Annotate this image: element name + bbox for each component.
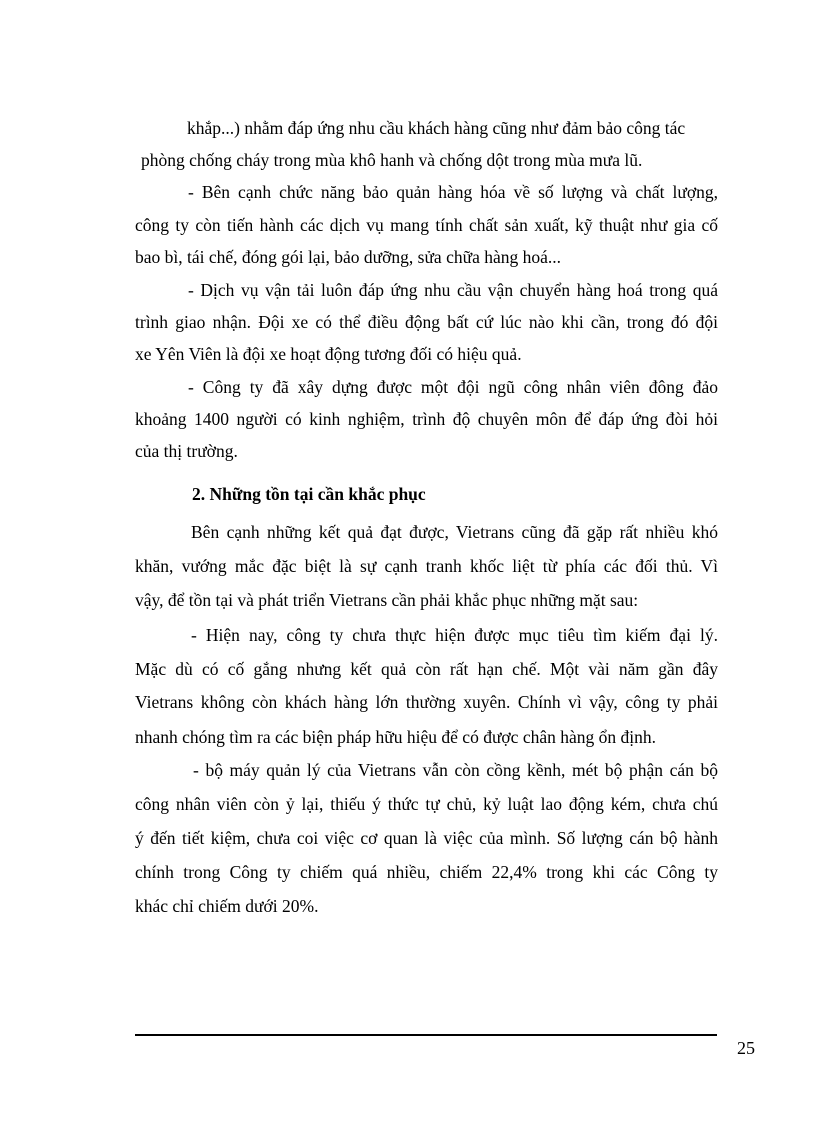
body-line: Mặc dù có cố gắng nhưng kết quả còn rất hạn chế. Một vài năm gần đây [135,659,718,679]
body-line: xe Yên Viên là đội xe hoạt động tương đối có hiệu quả. [135,344,522,364]
body-line: - Dịch vụ vận tải luôn đáp ứng nhu cầu vận chuyển hàng hoá trong quá [188,280,718,300]
body-line: Vietrans không còn khách hàng lớn thường xuyên. Chính vì vậy, công ty phải [135,692,718,712]
body-line: chính trong Công ty chiếm quá nhiều, chiếm 22,4% trong khi các Công ty [135,862,718,882]
body-line: công ty còn tiến hành các dịch vụ mang tính chất sản xuất, kỹ thuật như gia cố [135,215,718,235]
section-heading: 2. Những tồn tại cần khắc phục [192,484,426,504]
body-line: khác chỉ chiếm dưới 20%. [135,896,319,916]
footer-rule [135,1034,717,1036]
body-line: - Hiện nay, công ty chưa thực hiện được mục tiêu tìm kiếm đại lý. [191,625,718,645]
body-line: trình giao nhận. Đội xe có thể điều động bất cứ lúc nào khi cần, trong đó đội [135,312,718,332]
body-line: vậy, để tồn tại và phát triển Vietrans cần phải khắc phục những mặt sau: [135,590,639,610]
body-line: khăn, vướng mắc đặc biệt là sự cạnh tranh khốc liệt từ phía các đối thủ. Vì [135,556,718,576]
body-line: khắp...) nhằm đáp ứng nhu cầu khách hàng cũng như đảm bảo công tác [187,118,686,138]
body-line: khoảng 1400 người có kinh nghiệm, trình độ chuyên môn để đáp ứng đòi hỏi [135,409,718,429]
body-line: - Công ty đã xây dựng được một đội ngũ công nhân viên đông đảo [188,377,718,397]
body-line: Bên cạnh những kết quả đạt được, Vietrans cũng đã gặp rất nhiều khó [191,522,718,542]
body-line: ý đến tiết kiệm, chưa coi việc cơ quan là việc của mình. Số lượng cán bộ hành [135,828,718,848]
body-line: của thị trường. [135,441,238,461]
page-number: 25 [737,1038,755,1058]
body-line: công nhân viên còn ỷ lại, thiếu ý thức tự chủ, kỷ luật lao động kém, chưa chú [135,794,718,814]
body-line: bao bì, tái chế, đóng gói lại, bảo dưỡng, sửa chữa hàng hoá... [135,247,562,267]
body-line: phòng chống cháy trong mùa khô hanh và chống dột trong mùa mưa lũ. [141,150,643,170]
body-line: - Bên cạnh chức năng bảo quản hàng hóa về số lượng và chất lượng, [188,182,718,202]
body-line: nhanh chóng tìm ra các biện pháp hữu hiệu để có được chân hàng ổn định. [135,727,656,747]
body-line: - bộ máy quản lý của Vietrans vẫn còn cồng kềnh, mét bộ phận cán bộ [193,760,718,780]
